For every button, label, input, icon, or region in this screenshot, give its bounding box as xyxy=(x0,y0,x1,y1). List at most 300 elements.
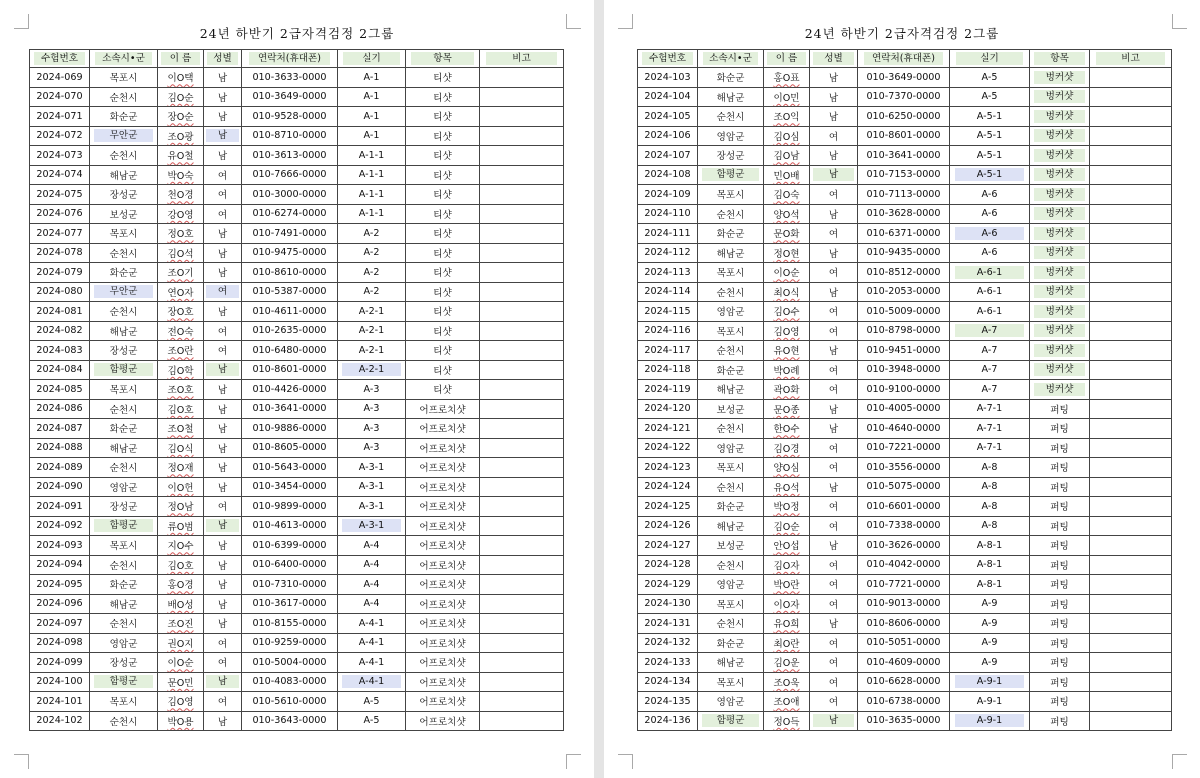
phone-cell xyxy=(242,497,338,517)
name-text: 박O숙 xyxy=(167,170,194,182)
remarks-cell xyxy=(480,302,564,322)
practical-cell xyxy=(950,341,1030,361)
practical-text: A-5 xyxy=(363,695,380,707)
practical-text: A-9-1 xyxy=(955,714,1025,727)
gender-cell xyxy=(810,594,858,614)
remarks-cell xyxy=(480,146,564,166)
exam-number-text: 2024-112 xyxy=(644,247,691,259)
practical-cell xyxy=(338,711,406,731)
phone-cell xyxy=(858,321,950,341)
remarks-cell xyxy=(480,692,564,712)
phone-cell xyxy=(858,146,950,166)
practical-cell xyxy=(338,87,406,107)
item-text: 티샷 xyxy=(433,170,452,182)
header-region xyxy=(90,50,158,68)
phone-text: 010-7153-0000 xyxy=(866,169,941,181)
phone-text: 010-8798-0000 xyxy=(866,325,941,337)
region-text: 영암군 xyxy=(716,697,745,709)
phone-text: 010-6480-0000 xyxy=(252,344,327,356)
phone-text: 010-3628-0000 xyxy=(866,208,941,220)
exam-number-text: 2024-114 xyxy=(644,286,691,298)
gender-text: 남 xyxy=(217,619,228,631)
name-cell xyxy=(158,536,204,556)
exam-number-cell xyxy=(30,516,90,536)
header-exam-number xyxy=(638,50,698,68)
practical-cell xyxy=(338,302,406,322)
practical-cell xyxy=(338,536,406,556)
item-text: 어프로치샷 xyxy=(419,580,466,592)
practical-text: A-6 xyxy=(981,188,998,200)
table-row xyxy=(638,633,1172,653)
name-cell xyxy=(764,614,810,634)
exam-number-text: 2024-097 xyxy=(36,617,83,629)
table-row xyxy=(30,204,564,224)
name-cell xyxy=(158,302,204,322)
phone-cell xyxy=(858,282,950,302)
region-cell xyxy=(90,360,158,380)
name-text: 배O성 xyxy=(167,599,194,611)
practical-text: A-2-1 xyxy=(358,344,385,356)
exam-number-cell xyxy=(30,146,90,166)
gender-cell xyxy=(810,380,858,400)
phone-text: 010-6250-0000 xyxy=(866,110,941,122)
item-text: 어프로치샷 xyxy=(419,697,466,709)
practical-cell xyxy=(338,555,406,575)
item-cell xyxy=(406,321,480,341)
practical-text: A-9 xyxy=(981,617,998,629)
practical-cell xyxy=(338,224,406,244)
table-row xyxy=(638,438,1172,458)
exam-number-cell xyxy=(30,224,90,244)
table-row xyxy=(30,497,564,517)
remarks-cell xyxy=(480,380,564,400)
gender-cell xyxy=(810,399,858,419)
region-cell xyxy=(90,107,158,127)
item-cell xyxy=(406,458,480,478)
practical-cell xyxy=(950,419,1030,439)
region-cell xyxy=(90,692,158,712)
region-cell xyxy=(90,477,158,497)
name-cell xyxy=(764,672,810,692)
name-text: 전O숙 xyxy=(167,326,194,338)
region-text: 목포시 xyxy=(716,268,745,280)
practical-text: A-1-1 xyxy=(358,208,385,220)
item-cell xyxy=(406,146,480,166)
table-row xyxy=(30,555,564,575)
practical-text: A-3 xyxy=(363,422,380,434)
page-title: 24년 하반기 2급자격검정 2그룹 xyxy=(199,26,395,41)
exam-number-cell xyxy=(638,477,698,497)
gender-cell xyxy=(204,516,242,536)
region-cell xyxy=(90,516,158,536)
practical-text: A-3-1 xyxy=(342,519,401,532)
exam-number-text: 2024-108 xyxy=(644,169,691,181)
name-text: 김O석 xyxy=(167,248,194,260)
region-text: 함평군 xyxy=(702,714,759,727)
remarks-cell xyxy=(1090,419,1172,439)
region-text: 해남군 xyxy=(716,385,745,397)
phone-text: 010-4609-0000 xyxy=(866,656,941,668)
exam-number-text: 2024-109 xyxy=(644,188,691,200)
remarks-cell xyxy=(1090,633,1172,653)
exam-number-text: 2024-102 xyxy=(36,715,83,727)
name-cell xyxy=(158,263,204,283)
phone-cell xyxy=(858,672,950,692)
practical-text: A-2 xyxy=(363,266,380,278)
phone-cell xyxy=(858,458,950,478)
exam-number-text: 2024-127 xyxy=(644,539,691,551)
exam-number-text: 2024-103 xyxy=(644,71,691,83)
name-cell xyxy=(764,341,810,361)
name-text: 이O자 xyxy=(773,599,800,611)
table-row xyxy=(638,536,1172,556)
name-text: 박O용 xyxy=(167,716,194,728)
region-text: 순천시 xyxy=(109,92,138,104)
table-row xyxy=(30,165,564,185)
remarks-cell xyxy=(480,243,564,263)
region-cell xyxy=(90,126,158,146)
phone-cell xyxy=(242,438,338,458)
name-text: 양O심 xyxy=(773,463,800,475)
exam-number-cell xyxy=(638,594,698,614)
region-text: 영암군 xyxy=(716,443,745,455)
region-cell xyxy=(698,458,764,478)
region-text: 무안군 xyxy=(94,285,153,298)
name-cell xyxy=(158,458,204,478)
exam-number-cell xyxy=(30,126,90,146)
phone-cell xyxy=(242,224,338,244)
practical-text: A-8-1 xyxy=(976,539,1003,551)
name-text: 문O민 xyxy=(167,677,194,689)
item-text: 퍼팅 xyxy=(1050,697,1069,709)
region-cell xyxy=(698,380,764,400)
item-cell xyxy=(406,438,480,458)
phone-text: 010-3633-0000 xyxy=(252,71,327,83)
exam-number-text: 2024-079 xyxy=(36,266,83,278)
region-text: 영암군 xyxy=(716,580,745,592)
exam-number-cell xyxy=(30,185,90,205)
item-cell xyxy=(1030,692,1090,712)
phone-text: 010-3643-0000 xyxy=(252,715,327,727)
gender-text: 남 xyxy=(828,73,839,85)
exam-number-cell xyxy=(30,497,90,517)
exam-number-text: 2024-084 xyxy=(36,364,83,376)
gender-text: 남 xyxy=(828,346,839,358)
item-text: 어프로치샷 xyxy=(419,658,466,670)
name-text: 조O욱 xyxy=(773,677,800,689)
region-cell xyxy=(698,653,764,673)
region-text: 화순군 xyxy=(109,112,138,124)
gender-cell xyxy=(810,68,858,88)
gender-cell xyxy=(204,633,242,653)
exam-number-cell xyxy=(638,516,698,536)
region-cell xyxy=(698,692,764,712)
gender-text: 여 xyxy=(206,285,239,298)
exam-number-cell xyxy=(30,107,90,127)
phone-text: 010-6400-0000 xyxy=(252,559,327,571)
name-cell xyxy=(764,185,810,205)
table-row xyxy=(638,282,1172,302)
table-row xyxy=(638,263,1172,283)
gender-text: 남 xyxy=(217,482,228,494)
gender-cell xyxy=(810,536,858,556)
exam-number-cell xyxy=(30,165,90,185)
item-text: 퍼팅 xyxy=(1050,677,1069,689)
name-cell xyxy=(764,575,810,595)
gender-cell xyxy=(810,282,858,302)
item-text: 벙커샷 xyxy=(1034,71,1086,84)
gender-text: 남 xyxy=(206,363,239,376)
phone-text: 010-8606-0000 xyxy=(866,617,941,629)
exam-number-cell xyxy=(30,692,90,712)
exam-number-cell xyxy=(638,243,698,263)
exam-number-text: 2024-093 xyxy=(36,539,83,551)
table-row xyxy=(638,204,1172,224)
item-cell xyxy=(1030,458,1090,478)
name-cell xyxy=(764,497,810,517)
gender-cell xyxy=(204,185,242,205)
exam-number-text: 2024-130 xyxy=(644,598,691,610)
gender-cell xyxy=(204,536,242,556)
exam-number-text: 2024-116 xyxy=(644,325,691,337)
name-cell xyxy=(158,438,204,458)
name-cell xyxy=(764,302,810,322)
practical-cell xyxy=(338,68,406,88)
practical-text: A-7 xyxy=(981,383,998,395)
remarks-cell xyxy=(480,555,564,575)
practical-cell xyxy=(950,653,1030,673)
phone-cell xyxy=(858,516,950,536)
gender-text: 남 xyxy=(828,404,839,416)
name-cell xyxy=(764,438,810,458)
name-text: 김O순 xyxy=(773,521,800,533)
gender-cell xyxy=(204,692,242,712)
item-cell xyxy=(406,87,480,107)
remarks-cell xyxy=(1090,146,1172,166)
gender-cell xyxy=(810,146,858,166)
region-cell xyxy=(90,243,158,263)
exam-number-cell xyxy=(638,497,698,517)
phone-text: 010-9259-0000 xyxy=(252,637,327,649)
remarks-cell xyxy=(1090,68,1172,88)
exam-number-text: 2024-115 xyxy=(644,305,691,317)
name-cell xyxy=(764,380,810,400)
phone-cell xyxy=(242,380,338,400)
gender-text: 여 xyxy=(217,658,228,670)
name-text: 김O심 xyxy=(773,131,800,143)
phone-cell xyxy=(858,497,950,517)
practical-cell xyxy=(950,711,1030,731)
exam-number-text: 2024-136 xyxy=(644,715,691,727)
name-cell xyxy=(764,107,810,127)
phone-cell xyxy=(242,399,338,419)
item-cell xyxy=(406,263,480,283)
practical-text: A-4 xyxy=(363,539,380,551)
gender-cell xyxy=(204,68,242,88)
remarks-cell xyxy=(480,224,564,244)
region-text: 순천시 xyxy=(109,307,138,319)
exam-number-cell xyxy=(30,263,90,283)
phone-cell xyxy=(242,302,338,322)
remarks-cell xyxy=(480,263,564,283)
name-text: 정O재 xyxy=(167,463,194,475)
region-text: 함평군 xyxy=(94,519,153,532)
region-cell xyxy=(90,536,158,556)
exam-number-cell xyxy=(30,87,90,107)
gender-cell xyxy=(204,165,242,185)
region-cell xyxy=(90,380,158,400)
phone-cell xyxy=(242,536,338,556)
name-text: 문O화 xyxy=(773,229,800,241)
phone-cell xyxy=(858,243,950,263)
region-cell xyxy=(90,575,158,595)
exam-number-text: 2024-122 xyxy=(644,442,691,454)
region-cell xyxy=(698,165,764,185)
document-page-right xyxy=(604,0,1200,778)
practical-text: A-3-1 xyxy=(358,481,385,493)
remarks-cell xyxy=(480,360,564,380)
gender-text: 남 xyxy=(217,248,228,260)
item-text: 티샷 xyxy=(433,248,452,260)
gender-cell xyxy=(204,263,242,283)
gender-cell xyxy=(810,321,858,341)
remarks-cell xyxy=(480,87,564,107)
phone-cell xyxy=(242,360,338,380)
table-row xyxy=(30,536,564,556)
phone-cell xyxy=(242,458,338,478)
practical-cell xyxy=(338,341,406,361)
gender-cell xyxy=(204,204,242,224)
practical-cell xyxy=(950,555,1030,575)
practical-cell xyxy=(338,633,406,653)
region-cell xyxy=(698,224,764,244)
header-name xyxy=(764,50,810,68)
remarks-cell xyxy=(1090,282,1172,302)
phone-text: 010-3626-0000 xyxy=(866,539,941,551)
practical-cell xyxy=(950,399,1030,419)
region-text: 무안군 xyxy=(94,129,153,142)
table-row xyxy=(638,302,1172,322)
header-label: 성별 xyxy=(813,52,853,65)
gender-text: 남 xyxy=(217,73,228,85)
exam-number-cell xyxy=(638,224,698,244)
gender-cell xyxy=(810,243,858,263)
exam-number-text: 2024-085 xyxy=(36,383,83,395)
practical-text: A-9-1 xyxy=(976,695,1003,707)
region-cell xyxy=(698,438,764,458)
region-text: 순천시 xyxy=(716,209,745,221)
name-cell xyxy=(158,555,204,575)
name-cell xyxy=(158,653,204,673)
exam-number-cell xyxy=(638,282,698,302)
region-text: 해남군 xyxy=(109,326,138,338)
item-text: 티샷 xyxy=(433,229,452,241)
practical-text: A-7-1 xyxy=(976,442,1003,454)
item-text: 어프로치샷 xyxy=(419,638,466,650)
practical-cell xyxy=(338,243,406,263)
item-text: 티샷 xyxy=(433,385,452,397)
practical-text: A-1 xyxy=(363,130,380,142)
remarks-cell xyxy=(1090,711,1172,731)
name-cell xyxy=(158,633,204,653)
exam-number-text: 2024-107 xyxy=(644,149,691,161)
remarks-cell xyxy=(480,341,564,361)
item-text: 벙커샷 xyxy=(1034,266,1086,279)
item-text: 퍼팅 xyxy=(1050,404,1069,416)
name-text: 유O석 xyxy=(773,482,800,494)
item-text: 퍼팅 xyxy=(1050,482,1069,494)
region-cell xyxy=(698,711,764,731)
remarks-cell xyxy=(1090,263,1172,283)
remarks-cell xyxy=(480,282,564,302)
name-text: 김O호 xyxy=(167,560,194,572)
gender-text: 남 xyxy=(217,463,228,475)
gender-text: 남 xyxy=(828,151,839,163)
region-text: 순천시 xyxy=(716,287,745,299)
item-cell xyxy=(1030,555,1090,575)
practical-text: A-3-1 xyxy=(358,461,385,473)
exam-number-cell xyxy=(638,555,698,575)
name-cell xyxy=(764,516,810,536)
name-text: 박O정 xyxy=(773,502,800,514)
exam-number-cell xyxy=(638,302,698,322)
gender-cell xyxy=(810,555,858,575)
gender-cell xyxy=(204,107,242,127)
table-row xyxy=(638,555,1172,575)
exam-number-cell xyxy=(30,575,90,595)
phone-cell xyxy=(858,224,950,244)
remarks-cell xyxy=(480,438,564,458)
exam-number-text: 2024-125 xyxy=(644,500,691,512)
gender-text: 여 xyxy=(217,697,228,709)
name-cell xyxy=(764,243,810,263)
remarks-cell xyxy=(480,185,564,205)
remarks-cell xyxy=(480,165,564,185)
region-text: 순천시 xyxy=(109,151,138,163)
item-text: 벙커샷 xyxy=(1034,324,1086,337)
phone-text: 010-3948-0000 xyxy=(866,364,941,376)
practical-cell xyxy=(950,458,1030,478)
gender-cell xyxy=(204,243,242,263)
gender-cell xyxy=(810,302,858,322)
exam-number-cell xyxy=(30,711,90,731)
region-cell xyxy=(698,614,764,634)
exam-number-text: 2024-111 xyxy=(644,227,691,239)
gender-cell xyxy=(204,419,242,439)
phone-text: 010-7113-0000 xyxy=(866,188,941,200)
gender-text: 여 xyxy=(217,638,228,650)
header-label: 실기 xyxy=(343,52,401,65)
exam-number-cell xyxy=(638,633,698,653)
region-cell xyxy=(698,68,764,88)
exam-number-text: 2024-132 xyxy=(644,637,691,649)
phone-cell xyxy=(242,692,338,712)
item-text: 어프로치샷 xyxy=(419,424,466,436)
phone-cell xyxy=(242,165,338,185)
practical-cell xyxy=(338,321,406,341)
gender-cell xyxy=(810,575,858,595)
remarks-cell xyxy=(480,633,564,653)
table-row xyxy=(638,321,1172,341)
practical-cell xyxy=(950,146,1030,166)
crop-mark-bottom-right xyxy=(1172,754,1187,769)
name-cell xyxy=(158,614,204,634)
exam-number-cell xyxy=(638,126,698,146)
name-text: 김O식 xyxy=(167,443,194,455)
item-text: 퍼팅 xyxy=(1050,502,1069,514)
table-row xyxy=(30,341,564,361)
gender-cell xyxy=(204,399,242,419)
